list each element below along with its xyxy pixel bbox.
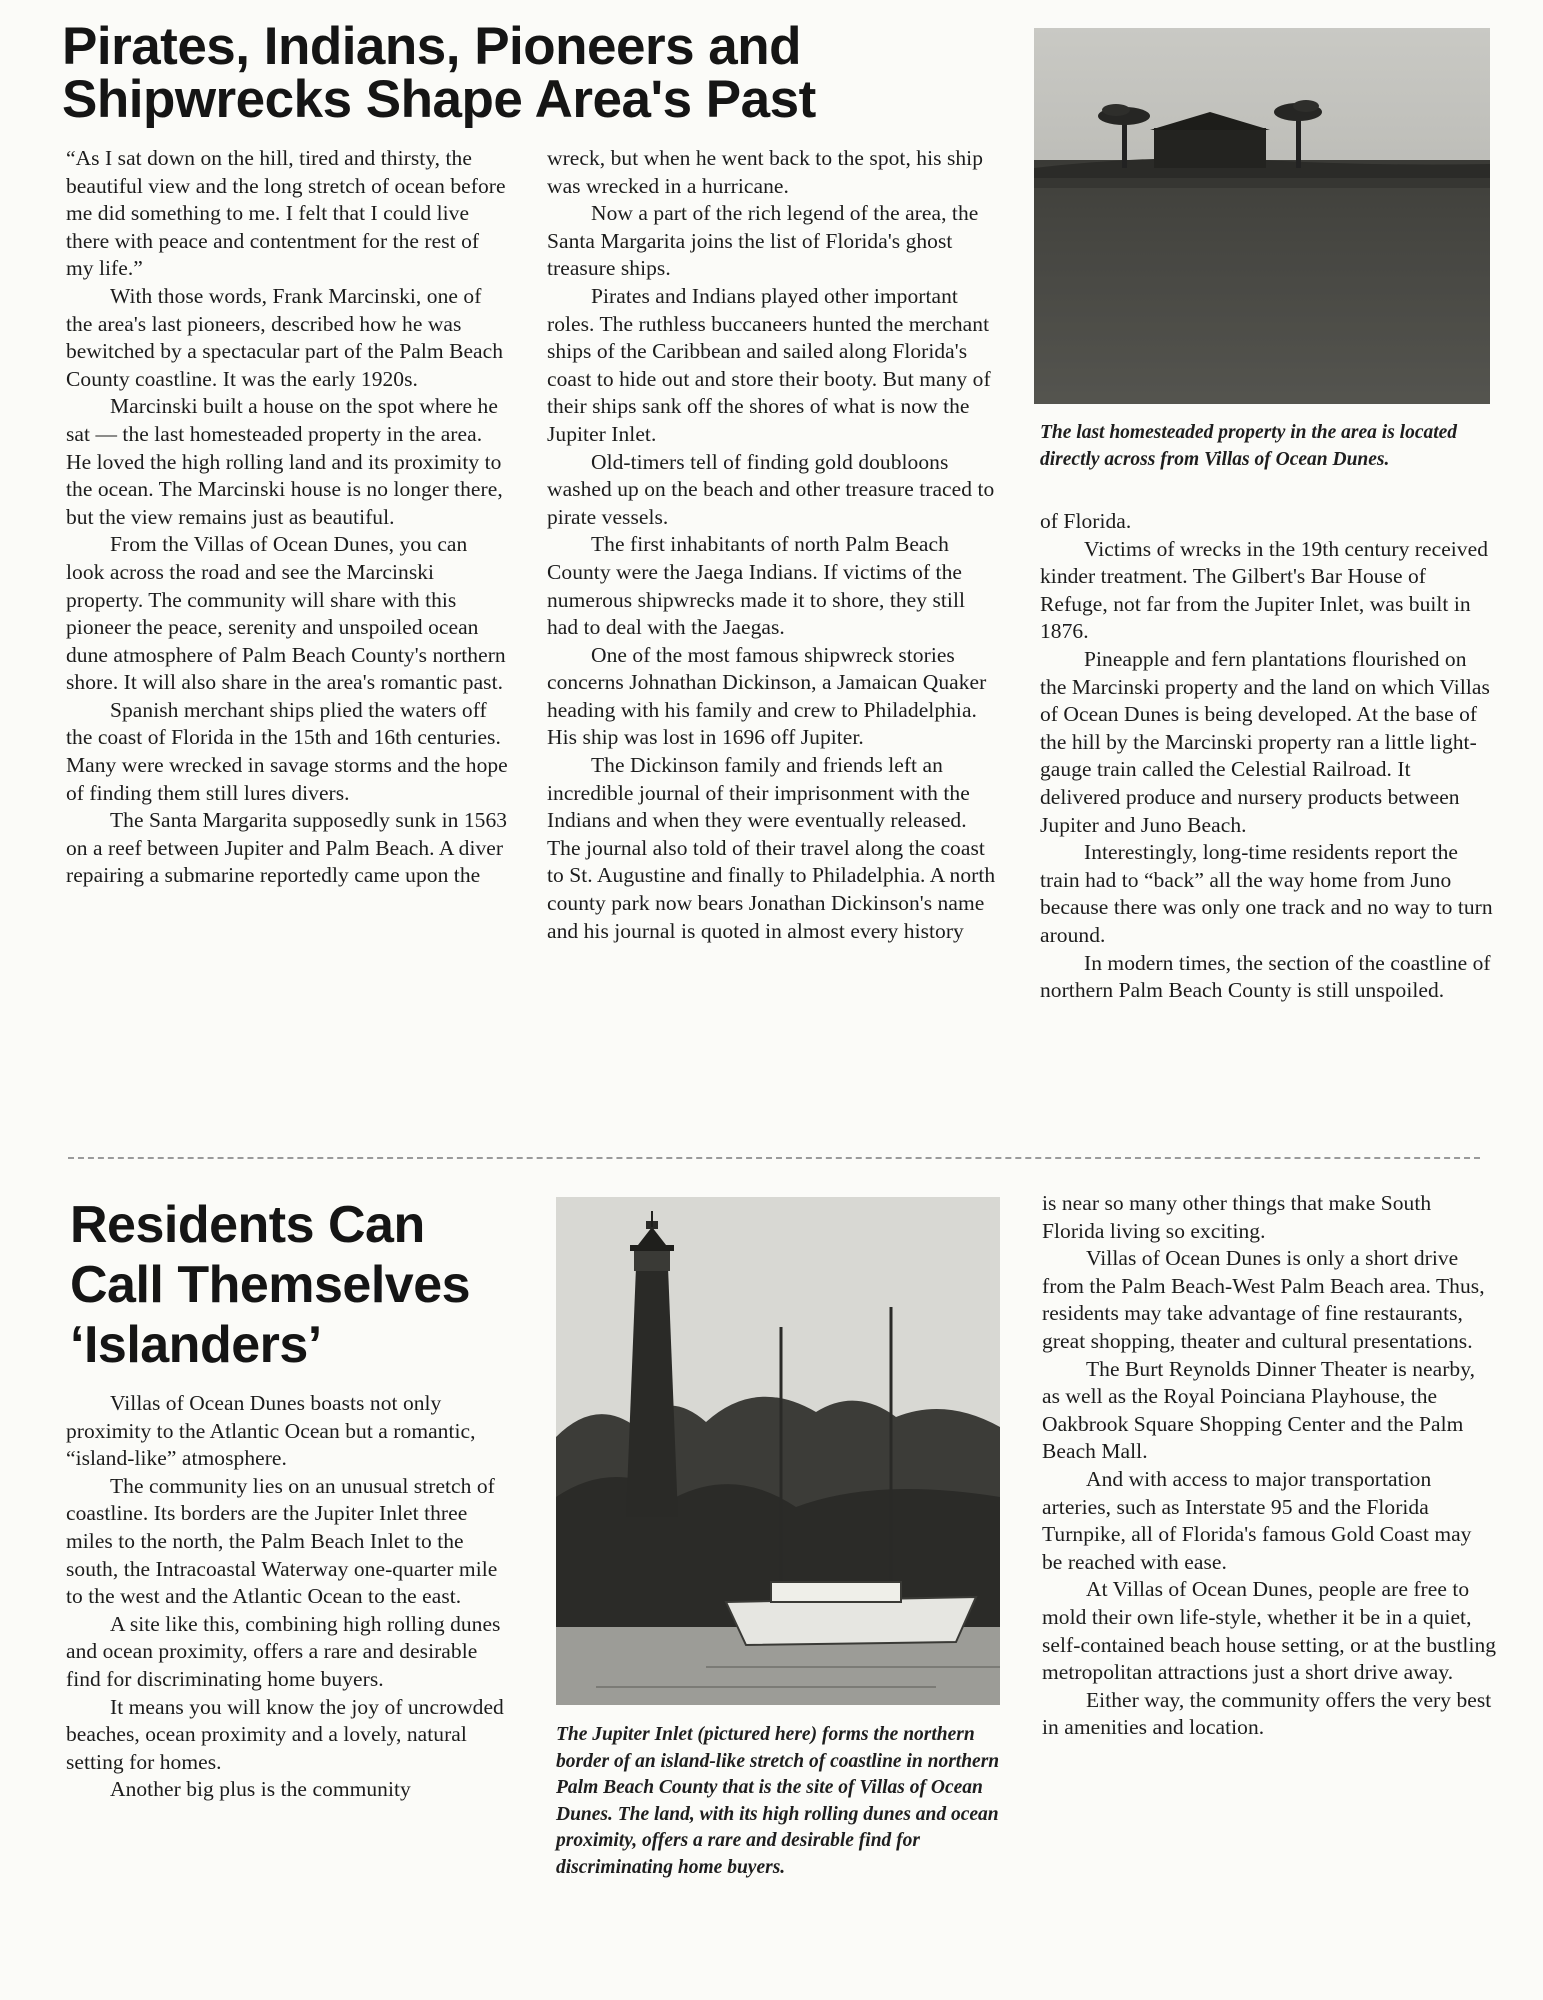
paragraph: Villas of Ocean Dunes is only a short drive from the Palm Beach-West Palm Beach area. Thus, residents may take advantage of fine restaurants, great shopping, theater and cultural presentations. [1042, 1246, 1485, 1353]
article1-column-1 [66, 145, 511, 890]
paragraph: Another big plus is the community [110, 1777, 411, 1802]
paragraph: At Villas of Ocean Dunes, people are free to mold their own life-style, whether it be in a quiet, self-contained beach house setting, or at the bustling metropolitan attractions just a short drive away. [1042, 1577, 1497, 1685]
article1-headline-line2: Shipwrecks Shape Area's Past [62, 70, 816, 129]
article1-headline [62, 17, 962, 129]
paragraph: “As I sat down on the hill, tired and thirsty, the beautiful view and the long stretch of ocean before me did something to me. I felt that I could live there with peace and contentment for the rest of my life.” [66, 146, 506, 281]
paragraph: wreck, but when he went back to the spot, his ship was wrecked in a hurricane. [547, 146, 983, 198]
paragraph: Victims of wrecks in the 19th century received kinder treatment. The Gilbert's Bar House of Refuge, not far from the Jupiter Inlet, was built in 1876. [1040, 536, 1488, 644]
paragraph: Now a part of the rich legend of the area, the Santa Margarita joins the list of Florida's ghost treasure ships. [547, 201, 979, 281]
paragraph: is near so many other things that make South Florida living so exciting. [1042, 1191, 1432, 1243]
paragraph: Old-timers tell of finding gold doubloons washed up on the beach and other treasure traced to pirate vessels. [547, 449, 995, 529]
paragraph: The Burt Reynolds Dinner Theater is nearby, as well as the Royal Poinciana Playhouse, the Oakbrook Square Shopping Center and the Palm Beach Mall. [1042, 1356, 1476, 1464]
paragraph: Either way, the community offers the very best in amenities and location. [1042, 1687, 1492, 1740]
article1-column-3 [1040, 508, 1495, 1005]
section-divider [68, 1157, 1480, 1159]
lighthouse-photo-caption: The Jupiter Inlet (pictured here) forms the northern border of an island-like stretch of coastline in northern Palm Beach County that is the site of Villas of Ocean Dunes. The land, with its high rolling dunes and ocean proximity, offers a rare and desirable find for discriminating home buyers. [556, 1724, 1000, 1878]
article2-headline [70, 1195, 540, 1375]
paragraph: The community lies on an unusual stretch of coastline. Its borders are the Jupiter Inlet three miles to the north, the Palm Beach Inlet to the south, the Intracoastal Waterway one-quarter mile to the west and the Atlantic Ocean to the east. [66, 1473, 498, 1609]
paragraph: It means you will know the joy of uncrowded beaches, ocean proximity and a lovely, natural setting for homes. [66, 1694, 504, 1774]
homestead-photo-caption: The last homesteaded property in the area is located directly across from Villas of Ocean Dunes. [1040, 422, 1458, 470]
paragraph: Spanish merchant ships plied the waters off the coast of Florida in the 15th and 16th centuries. Many were wrecked in savage storms and the hope of finding them still lures divers. [66, 697, 508, 805]
paragraph: The Santa Margarita supposedly sunk in 1563 on a reef between Jupiter and Palm Beach. A diver repairing a submarine reportedly came upon the [66, 808, 508, 888]
article2-column-1 [66, 1390, 516, 1804]
lighthouse-photo [556, 1197, 1000, 1705]
paragraph: From the Villas of Ocean Dunes, you can look across the road and see the Marcinski property. The community will share with this pioneer the peace, serenity and unspoiled ocean dune atmosphere of Palm Beach County's northern shore. It will also share in the area's romantic past. [66, 532, 506, 695]
paragraph: In modern times, the section of the coastline of northern Palm Beach County is still unspoiled. [1040, 950, 1491, 1003]
article1-column-2 [547, 145, 997, 945]
paragraph: Marcinski built a house on the spot where he sat — the last homesteaded property in the area. He loved the high rolling land and its proximity to the ocean. The Marcinski house is no longer there, but the view remains just as beautiful. [66, 394, 503, 529]
paragraph: The Dickinson family and friends left an incredible journal of their imprisonment with the Indians and when they were eventually released. The journal also told of their travel along the coast to St. Augustine and finally to Philadelphia. A north county park now bears Jonathan Dickinson's name and his journal is quoted in almost every history [547, 753, 996, 943]
article2-column-3 [1042, 1190, 1497, 1742]
article2-headline-line3: ‘Islanders’ [70, 1316, 322, 1374]
paragraph: of Florida. [1040, 509, 1132, 533]
article1-headline-line1: Pirates, Indians, Pioneers and [62, 17, 802, 76]
paragraph: Villas of Ocean Dunes boasts not only proximity to the Atlantic Ocean but a romantic, “island-like” atmosphere. [66, 1391, 476, 1471]
paragraph: With those words, Frank Marcinski, one of the area's last pioneers, described how he was bewitched by a spectacular part of the Palm Beach County coastline. It was the early 1920s. [66, 283, 504, 391]
paragraph: Pirates and Indians played other important roles. The ruthless buccaneers hunted the merchant ships of the Caribbean and sailed along Florida's coast to hide out and store their booty. But many of their ships sank off the shores of what is now the Jupiter Inlet. [547, 283, 991, 446]
article2-headline-line2: Call Themselves [70, 1256, 471, 1314]
paragraph: Interestingly, long-time residents report the train had to “back” all the way home from Juno because there was only one track and no way to turn around. [1040, 840, 1493, 947]
paragraph: And with access to major transportation arteries, such as Interstate 95 and the Florida Turnpike, all of Florida's famous Gold Coast may be reached with ease. [1042, 1466, 1472, 1574]
paragraph: One of the most famous shipwreck stories concerns Johnathan Dickinson, a Jamaican Quaker heading with his family and crew to Philadelphia. His ship was lost in 1696 off Jupiter. [547, 642, 987, 750]
paragraph: Pineapple and fern plantations flourished on the Marcinski property and the land on which Villas of Ocean Dunes is being developed. At the base of the hill by the Marcinski property ran a little light-gauge train called the Celestial Railroad. It delivered produce and nursery products between Jupiter and Juno Beach. [1040, 646, 1490, 837]
paragraph: A site like this, combining high rolling dunes and ocean proximity, offers a rare and desirable find for discriminating home buyers. [66, 1611, 501, 1691]
homestead-photo [1034, 28, 1490, 404]
article2-headline-line1: Residents Can [70, 1196, 425, 1254]
paragraph: The first inhabitants of north Palm Beach County were the Jaega Indians. If victims of the numerous shipwrecks made it to shore, they still had to deal with the Jaegas. [547, 532, 965, 640]
